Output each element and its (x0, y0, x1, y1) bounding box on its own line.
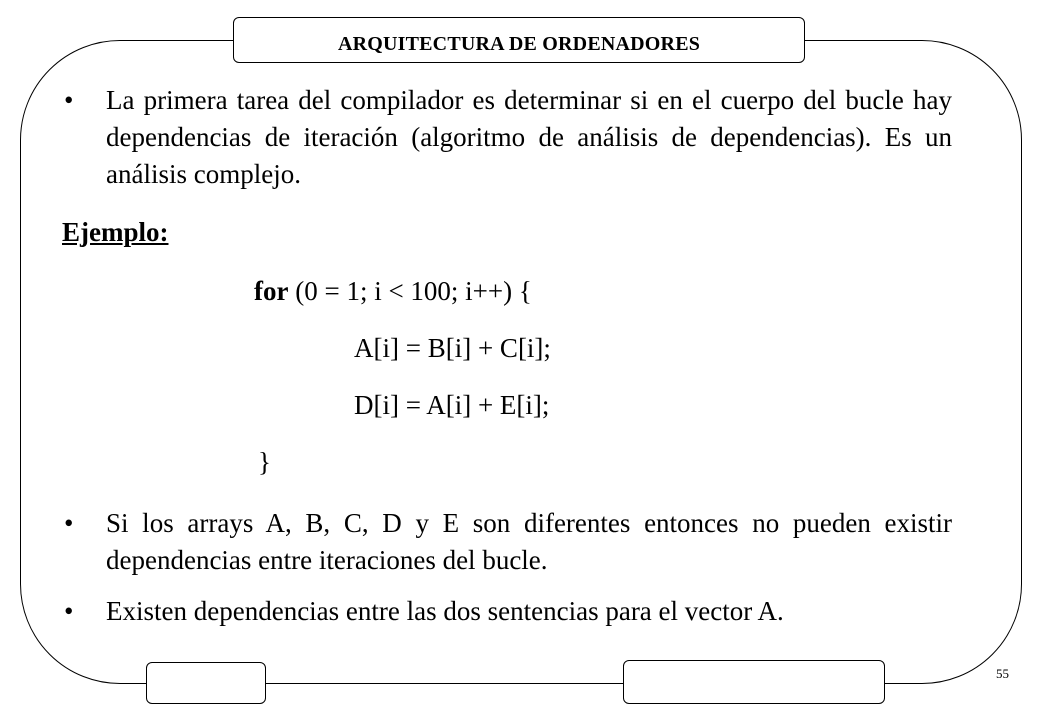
code-line-1-rest: (0 = 1; i < 100; i++) { (288, 276, 532, 306)
footer-box-left (146, 662, 266, 704)
slide-title: ARQUITECTURA DE ORDENADORES (337, 32, 701, 55)
page-number: 55 (996, 666, 1009, 681)
bullet-dot: • (64, 85, 74, 115)
code-line-4: } (258, 447, 271, 477)
slide-content (62, 82, 952, 251)
code-line-1 (254, 276, 532, 307)
code-line-2: A[i] = B[i] + C[i]; (354, 333, 551, 363)
bullet-item (62, 82, 952, 193)
bullet-text: Si los arrays A, B, C, D y E son diferentes entonces no pueden existir dependencias entre iteraciones del bucle. (106, 508, 952, 575)
code-line-3: D[i] = A[i] + E[i]; (354, 390, 550, 420)
header-box (233, 17, 805, 63)
bullet-text: Existen dependencias entre las dos sentencias para el vector A. (106, 596, 784, 626)
bullet-item (62, 593, 952, 630)
bullet-text: La primera tarea del compilador es determinar si en el cuerpo del bucle hay dependencias de iteración (algoritmo de análisis de dependencias). Es un análisis complejo. (106, 85, 952, 189)
bullet-dot: • (64, 596, 74, 626)
code-keyword: for (254, 276, 289, 306)
bullet-dot: • (64, 508, 74, 538)
footer-box-right (623, 660, 885, 704)
bullet-item (62, 505, 952, 579)
slide-content-bottom (62, 505, 952, 630)
example-label: Ejemplo: (62, 217, 169, 247)
